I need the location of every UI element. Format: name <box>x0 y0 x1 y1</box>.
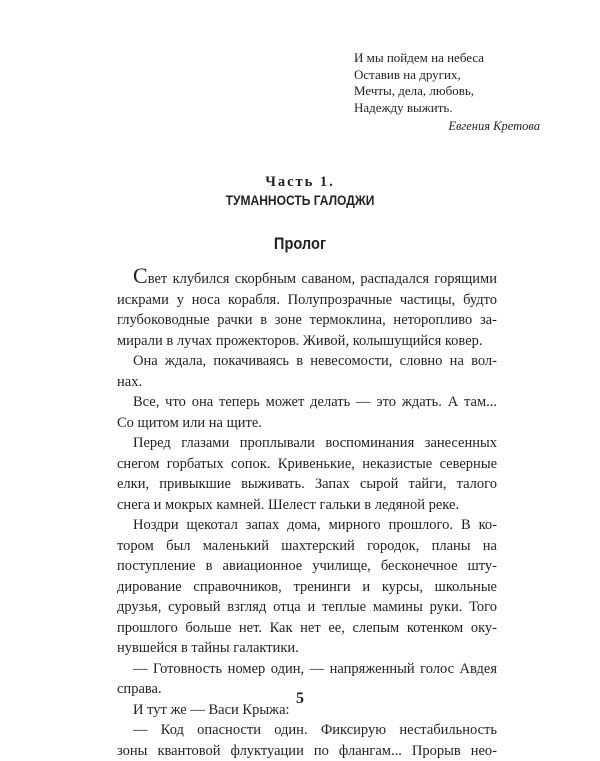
body-line: глубоководные рачки в зоне термоклина, неторопливо за- <box>117 310 497 331</box>
body-line: поступление в авиационное училище, бесконечное шту- <box>117 556 497 577</box>
epigraph-line: Мечты, дела, любовь, <box>354 83 544 100</box>
body-line: нувшейся в тайны галактики. <box>117 638 497 659</box>
epigraph <box>354 50 544 135</box>
epigraph-line: Оставив на других, <box>354 67 544 84</box>
body-line: Она ждала, покачиваясь в невесомости, словно на вол- <box>117 351 497 372</box>
body-line: елки, привыкшие выживать. Запах сырой тайги, талого <box>117 474 497 495</box>
body-line: Все, что она теперь может делать — это ждать. А там... <box>117 392 497 413</box>
body-line: нах. <box>117 372 497 393</box>
part-label: Часть 1. <box>0 174 600 191</box>
body-line: дирование справочников, тренинги и курсы, школьные <box>117 577 497 598</box>
drop-cap: С <box>133 263 148 288</box>
body-line: мирали в лучах прожекторов. Живой, колышущийся ковер. <box>117 331 497 352</box>
body-line: друзья, суровый взгляд отца и теплые мамины руки. Того <box>117 597 497 618</box>
chapter-title: Пролог <box>42 234 558 254</box>
page-number: 5 <box>0 690 600 708</box>
body-line: справа. <box>117 679 497 700</box>
epigraph-author: Евгения Кретова <box>354 118 544 135</box>
body-line: зоны квантовой флуктуации по флангам... Прорыв нео- <box>117 741 497 761</box>
body-line: искрами у носа корабля. Полупрозрачные частицы, будто <box>117 290 497 311</box>
epigraph-line: Надежду выжить. <box>354 100 544 117</box>
body-line: вет клубился скорбным саваном, распадался горящими <box>148 271 497 287</box>
body-line: снегом горбатых сопок. Кривенькие, неказистые северные <box>117 454 497 475</box>
epigraph-line: И мы пойдем на небеса <box>354 50 544 67</box>
body-line: И тут же — Васи Крыжа: <box>117 700 497 721</box>
body-line: снега и мокрых камней. Шелест гальки в ледяной реке. <box>117 495 497 516</box>
body-line: — Готовность номер один, — напряженный голос Авдея <box>117 659 497 680</box>
body-line: Перед глазами проплывали воспоминания занесенных <box>117 433 497 454</box>
body-line: — Код опасности один. Фиксирую нестабильность <box>117 720 497 741</box>
body-text <box>117 269 497 761</box>
body-line-first <box>117 269 497 290</box>
body-line: Со щитом или на щите. <box>117 413 497 434</box>
body-line: Ноздри щекотал запах дома, мирного прошлого. В ко- <box>117 515 497 536</box>
body-line: прошлого больше нет. Как нет ее, слепым котенком оку- <box>117 618 497 639</box>
body-line: тором был маленький шахтерский городок, планы на <box>117 536 497 557</box>
part-title: ТУМАННОСТЬ ГАЛОДЖИ <box>42 192 558 208</box>
